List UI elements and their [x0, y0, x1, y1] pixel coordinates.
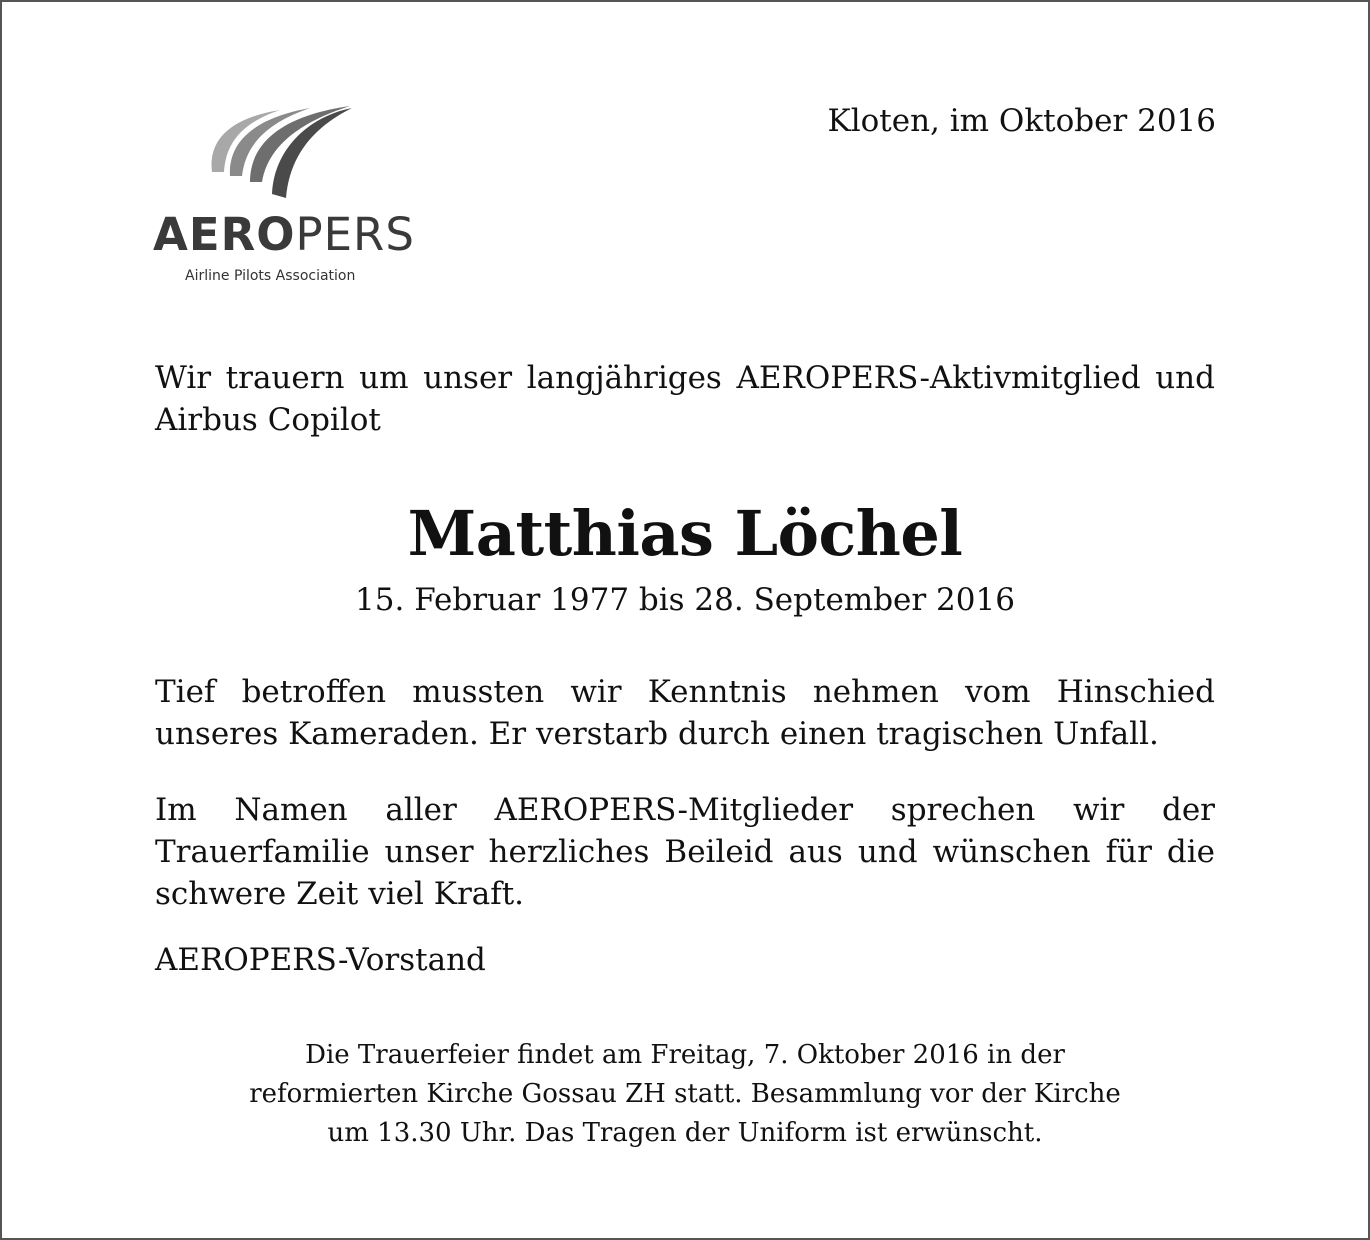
deceased-name: Matthias Löchel: [407, 497, 963, 570]
swoosh-logo-icon: [150, 100, 420, 210]
logo-wordmark: [153, 208, 415, 261]
ceremony-info: [0, 1036, 1370, 1153]
condolence-paragraph: Tief betroffen mussten wir Kenntnis nehmen vom Hinschied unseres Kameraden. Er verstarb durch einen tragischen Unfall.: [155, 674, 1215, 752]
life-dates: 15. Februar 1977 bis 28. September 2016: [355, 582, 1015, 618]
aeropers-logo: [150, 100, 420, 290]
ceremony-line: Die Trauerfeier findet am Freitag, 7. Oktober 2016 in der: [305, 1040, 1065, 1070]
logo-wordmark-pers: PERS: [295, 208, 415, 261]
logo-tagline: Airline Pilots Association: [185, 268, 356, 284]
place-date: Kloten, im Oktober 2016: [827, 103, 1216, 139]
intro-text: Wir trauern um unser langjähriges AEROPERS-Aktivmitglied und Airbus Copilot: [155, 360, 1215, 438]
ceremony-line: um 13.30 Uhr. Das Tragen der Uniform ist erwünscht.: [327, 1118, 1043, 1148]
ceremony-line: reformierten Kirche Gossau ZH statt. Besammlung vor der Kirche: [249, 1079, 1121, 1109]
signature: AEROPERS-Vorstand: [155, 942, 486, 978]
logo-wordmark-aero: AERO: [153, 208, 296, 261]
condolence-paragraph: Im Namen aller AEROPERS-Mitglieder sprechen wir der Trauerfamilie unser herzliches Beileid aus und wünschen für die schwere Zeit viel Kraft.: [155, 792, 1215, 912]
